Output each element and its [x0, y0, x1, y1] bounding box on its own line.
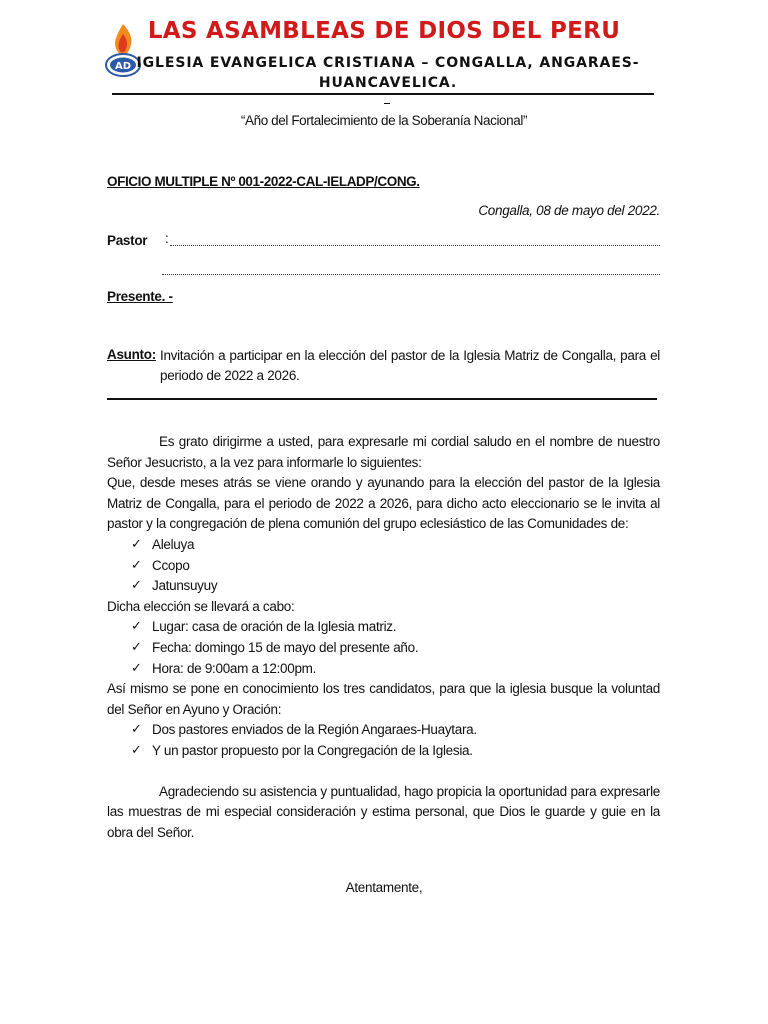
pastor-label: Pastor	[107, 233, 148, 248]
closing-paragraph: Agradeciendo su asistencia y puntualidad, hago propicia la oportunidad para expresarle las muestras de mi especial consideración y estima personal, que Dios le guarde y guie en la obra del Señor.	[107, 783, 660, 840]
pastor-dotted-line-2	[162, 273, 660, 275]
candidates-paragraph: Así mismo se pone en conocimiento los tres candidatos, para que la iglesia busque la voluntad del Señor en Ayuno y Oración:	[107, 681, 660, 717]
organization-title: LAS ASAMBLEAS DE DIOS DEL PERU	[147, 18, 621, 44]
logo-text: AD	[114, 61, 132, 72]
list-item	[107, 617, 660, 638]
community-label: Ccopo	[152, 557, 190, 573]
presente-label: Presente. -	[107, 289, 173, 304]
checkmark-icon: ✓	[131, 722, 142, 738]
checkmark-icon: ✓	[131, 536, 142, 552]
election-paragraph: Que, desde meses atrás se viene orando y ayunando para la elección del pastor de la Iglesia Matriz de Congalla, para el periodo de 2022 a 2026, para dicho acto eleccionario se le invita al pastor y la congregación de plena comunión del grupo eclesiástico de las Comunidades de:	[107, 475, 660, 532]
candidate-label: Y un pastor propuesto por la Congregación de la Iglesia.	[152, 742, 473, 758]
details-list	[107, 617, 660, 679]
paragraph-gap	[107, 762, 660, 782]
list-item	[107, 638, 660, 659]
detail-label: Lugar: casa de oración de la Iglesia matriz.	[152, 619, 397, 635]
checkmark-icon: ✓	[131, 639, 142, 655]
list-item	[107, 720, 660, 741]
community-label: Aleluya	[152, 536, 195, 552]
document-reference: OFICIO MULTIPLE Nº 001-2022-CAL-IELADP/CONG.	[107, 174, 420, 189]
asunto-text: Invitación a participar en la elección del pastor de la Iglesia Matriz de Congalla, para el periodo de 2022 a 2026.	[160, 348, 660, 383]
communities-list	[107, 535, 660, 597]
checkmark-icon: ✓	[131, 660, 142, 676]
checkmark-icon: ✓	[131, 619, 142, 635]
pastor-dotted-line-1	[170, 244, 660, 246]
schedule-intro: Dicha elección se llevará a cabo:	[107, 598, 295, 614]
list-item	[107, 556, 660, 577]
list-item	[107, 535, 660, 556]
checkmark-icon: ✓	[131, 578, 142, 594]
asunto-divider	[107, 398, 657, 400]
year-slogan: “Año del Fortalecimiento de la Soberanía Nacional”	[240, 113, 528, 128]
subtitle-line-2: HUANCAVELICA.	[318, 75, 458, 91]
asunto-label: Asunto:	[107, 347, 156, 362]
small-divider	[384, 103, 390, 104]
subtitle-line-1: IGLESIA EVANGELICA CRISTIANA – CONGALLA, ANGARAES-	[136, 55, 640, 71]
sign-off: Atentamente,	[345, 880, 423, 895]
letter-body	[107, 432, 660, 843]
pastor-colon: :	[165, 231, 169, 246]
document-date: Congalla, 08 de mayo del 2022.	[478, 203, 660, 218]
list-item	[107, 741, 660, 762]
checkmark-icon: ✓	[131, 557, 142, 573]
candidates-list	[107, 720, 660, 761]
detail-label: Hora: de 9:00am a 12:00pm.	[152, 660, 317, 676]
checkmark-icon: ✓	[131, 742, 142, 758]
detail-label: Fecha: domingo 15 de mayo del presente año.	[152, 639, 419, 655]
candidate-label: Dos pastores enviados de la Región Angaraes-Huaytara.	[152, 722, 477, 738]
church-subtitle	[128, 53, 648, 93]
list-item	[107, 576, 660, 597]
header-divider	[112, 93, 654, 95]
greeting-paragraph: Es grato dirigirme a usted, para expresarle mi cordial saludo en el nombre de nuestro Señor Jesucristo, a la vez para informarle lo siguientes:	[107, 434, 660, 470]
list-item	[107, 659, 660, 680]
community-label: Jatunsuyuy	[152, 578, 218, 594]
